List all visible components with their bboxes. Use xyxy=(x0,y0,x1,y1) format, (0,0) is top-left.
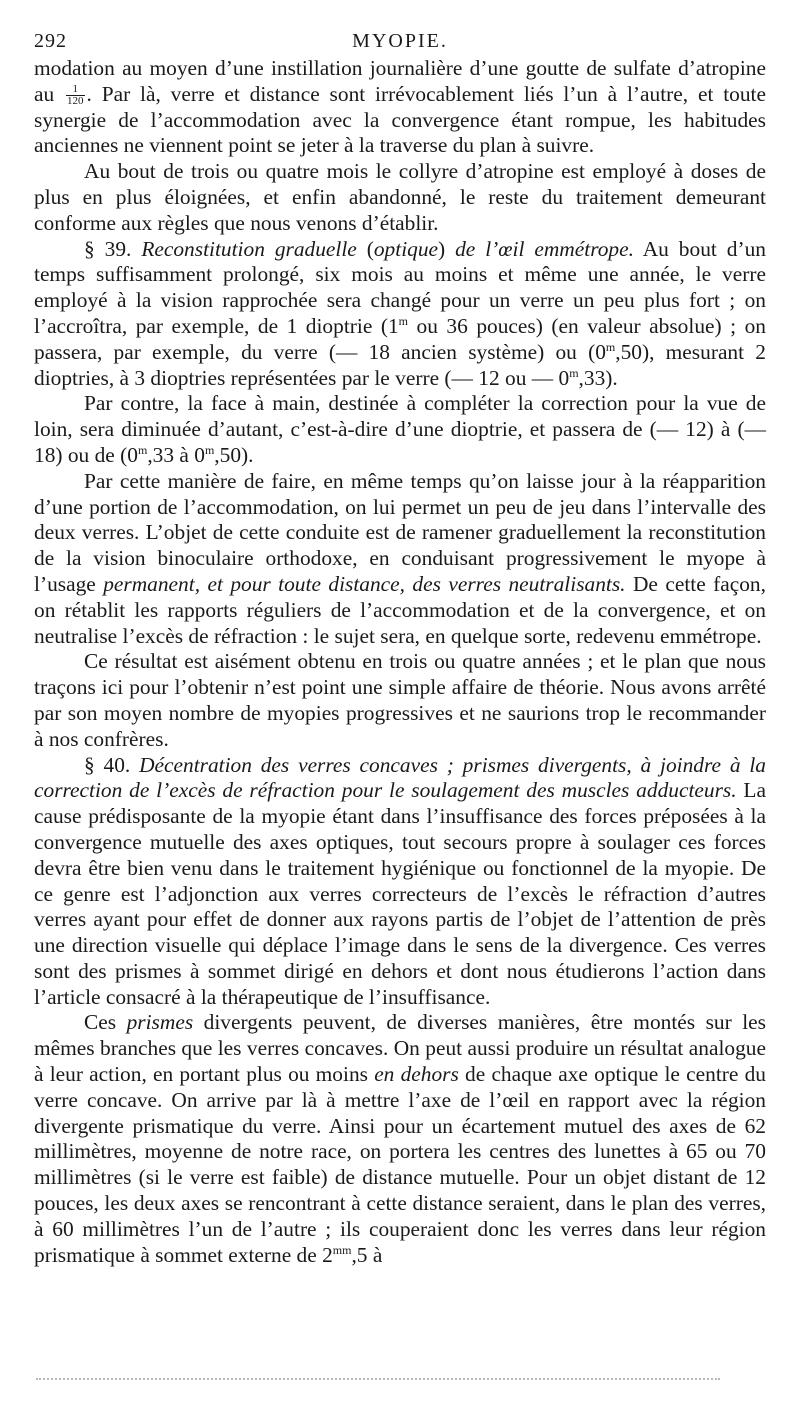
text-run: divergents peuvent, de diverses manières, être montés sur les mêmes branches que les verres concaves. On peut aussi produire un résultat analogue à leur action, en portant plus ou moins xyxy=(34,1010,766,1087)
superscript: m xyxy=(137,442,148,457)
paragraph-p6 xyxy=(34,649,766,752)
text-run: § 39. xyxy=(84,236,142,261)
fraction-denominator: 120 xyxy=(67,95,84,108)
italic-run: Reconstitution graduelle xyxy=(141,236,357,261)
italic-run: prismes xyxy=(126,1010,194,1035)
text-run: Ces xyxy=(84,1010,127,1035)
text-run: ( xyxy=(356,236,374,261)
text-run: . Par là, verre et distance sont irrévocablement liés l’un à l’autre, et toute synergie de l’accommodation avec la convergence étant rompue, les habitudes anciennes ne viennent point se jeter à la traverse du plan à suivre. xyxy=(34,81,766,158)
text-run: Au bout d’un temps suffisamment prolongé, six mois au moins et même une année, le verre employé à la vision rapprochée sera changé pour un verre un peu plus fort ; on l’accroîtra, par exemple, de 1 dioptrie (1 xyxy=(34,236,766,338)
superscript: m xyxy=(398,313,409,328)
fraction-numerator: 1 xyxy=(66,84,85,96)
text-run: De cette façon, on rétablit les rapports réguliers de l’accommodation et de la convergence, et on neutralise l’excès de réfraction : le sujet sera, en quelque sorte, redevenu emmétrope. xyxy=(34,571,766,648)
text-run: Ce résultat est aisément obtenu en trois ou quatre années ; et le plan que nous traçons ici pour l’obtenir n’est point une simple affaire de théorie. Nous avons arrêté par son moyen nombre de myopies progressives et ne saurions trop le recommander à nos confrères. xyxy=(34,649,766,751)
superscript: m xyxy=(204,442,215,457)
text-run: ,33). xyxy=(578,365,618,390)
italic-run: optique xyxy=(373,236,439,261)
running-head xyxy=(34,26,766,56)
superscript: m xyxy=(569,365,579,380)
italic-run: de l’œil emmétrope. xyxy=(455,236,634,261)
body-text xyxy=(34,56,766,1268)
text-run: Par contre, la face à main, destinée à compléter la correction pour la vue de loin, sera diminuée d’autant, c’est-à-dire d’une dioptrie, et passera de (— 12) à (— 18) ou de (0 xyxy=(34,391,766,467)
page-number: 292 xyxy=(34,30,67,52)
fraction xyxy=(66,84,85,107)
text-run: Au bout de trois ou quatre mois le collyre d’atropine est employé à doses de plus en plus éloignées, et enfin abandonné, le reste du traitement demeurant conforme aux règles que nous venons d’établir. xyxy=(34,159,766,235)
paragraph-p4 xyxy=(34,391,766,468)
superscript: m xyxy=(605,339,616,354)
text-run: Par cette manière de faire, en même temps qu’on laisse jour à la réapparition d’une portion de l’accommodation, on lui permet un peu de jeu dans l’intervalle des deux verres. L’objet de cette conduite est de ramener graduellement la reconstitution de la vision binoculaire orthodoxe, en conduisant progressivement le myope à l’usage xyxy=(34,468,766,596)
running-title: MYOPIE. xyxy=(352,30,448,52)
paragraph-p8 xyxy=(34,1010,766,1268)
paragraph-p3 xyxy=(34,237,766,392)
paragraph-p7 xyxy=(34,753,766,1011)
text-run: ,33 à 0 xyxy=(147,442,205,467)
superscript: mm xyxy=(332,1242,352,1257)
text-run: de chaque axe optique le centre du verre concave. On arrive par là à mettre l’axe de l’œil en rapport avec la région divergente prismatique du verre. Ainsi pour un écartement mutuel des axes de 62 millimètres, moyenne de notre race, on portera les centres des lunettes à 65 ou 70 millimètres (si le verre est faible) de distance mutuelle. Pour un objet distant de 12 pouces, les deux axes se rencontrant à cette distance seraient, dans le plan des verres, à 60 millimètres l’un de l’autre ; ils couperaient donc les verres dans leur région prismatique à sommet externe de 2 xyxy=(34,1062,766,1267)
text-run: ou 36 pouces) (en valeur absolue) ; on passera, par exemple, du verre (— 18 ancien système) ou (0 xyxy=(34,313,766,364)
text-run: modation au moyen d’une instillation journalière d’une goutte de sulfate d’atropine au xyxy=(34,56,766,106)
footer-rule xyxy=(36,1378,720,1380)
text-run: ,50), mesurant 2 dioptries, à 3 dioptries représentées par le verre (— 12 ou — 0 xyxy=(34,339,766,390)
italic-run: Décentration des verres concaves ; prismes divergents, à joindre à la correction de l’excès de réfraction pour le soulagement des muscles adducteurs. xyxy=(34,752,766,803)
italic-run: permanent, et pour toute distance, des verres neutralisants. xyxy=(103,571,626,596)
paragraph-p2 xyxy=(34,159,766,236)
italic-run: en dehors xyxy=(374,1062,459,1087)
text-run: ,5 à xyxy=(351,1242,383,1267)
paragraph-p1 xyxy=(34,56,766,159)
text-run: ) xyxy=(438,236,456,261)
text-run: § 40. xyxy=(84,752,140,777)
paragraph-p5 xyxy=(34,469,766,650)
text-run: La cause prédisposante de la myopie étant dans l’insuffisance des forces préposées à la convergence mutuelle des axes optiques, tout secours propre à soulager ces forces devra être bien venu dans le traitement hygiénique ou fonctionnel de la myopie. De ce genre est l’adjonction aux verres correcteurs de l’excès le réfraction d’autres verres ayant pour effet de donner aux rayons partis de l’objet de l’attention de près une direction visuelle qui déplace l’image dans le sens de la divergence. Ces verres sont des prismes à sommet dirigé en dehors et dont nous étudierons l’action dans l’article consacré à la thérapeutique de l’insuffisance. xyxy=(34,778,766,1009)
text-run: ,50). xyxy=(214,442,254,467)
